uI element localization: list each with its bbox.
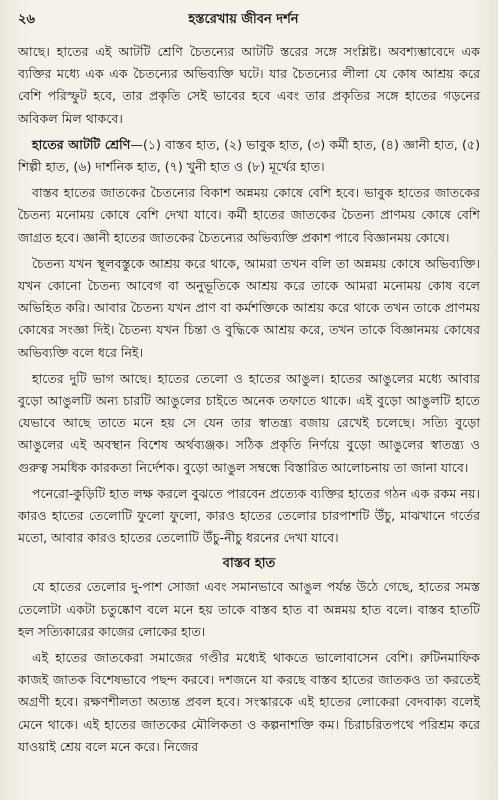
page-header [18, 10, 480, 31]
inline-heading: হাতের আটটি শ্রেণি [32, 136, 131, 152]
paragraph: এই হাতের জাতকেরা সমাজের গণ্ডীর মধ্যেই থাকতে ভালোবাসেন বেশি। রুটিনমাফিক কাজই জাতক বিশেষভাবে পছন্দ করবে। দশজনে যা করছে বাস্তব হাতের জাতকও তা করতেই অগ্রণী হবে। রক্ষণশীলতা অত্যন্ত প্রবল হবে। সংস্কারকে এই হাতের লোকেরা বেদবাক্য বলেই মেনে থাকে। এই হাতের জাতকের মৌলিকতা ও কল্পনাশক্তি কম। চিরাচরিতপথে পরিশ্রম করে যাওয়াই শ্রেয় বলে মনে করে। নিজের [18, 650, 481, 754]
page-number: ২৬ [18, 12, 35, 27]
paragraph: বাস্তব হাতের জাতকের চৈতন্যের বিকাশ অন্নময় কোষে বেশি হবে। ভাবুক হাতের জাতকের চৈতন্য মনোময় কোষে বেশি দেখা যাবে। কর্মী হাতের জাতকের চৈতন্য প্রাণময় কোষে বেশি জাগ্রত হবে। জ্ঞানী হাতের জাতকের চৈতন্যের অভিব্যক্তি প্রকাশ পাবে বিজ্ঞানময় কোষে। [18, 185, 480, 245]
classes-list: —(১) বাস্তব হাত, (২) ভাবুক হাত, (৩) কর্মী হাত, (৪) জ্ঞানী হাত, (৫) শিল্পী হাত, (৬) দার্শনিক হাত, (৭) খুনী হাত ও (৮) মূর্খের হাত। [18, 136, 480, 175]
page-body [18, 41, 480, 758]
running-title: হস্তরেখায় জীবন দর্শন [188, 12, 299, 27]
section-heading: বাস্তব হাত [222, 556, 276, 572]
paragraph: আছে। হাতের এই আটটি শ্রেণি চৈতন্যের আটটি স্তরের সঙ্গে সংশ্লিষ্ট। অবশ্যম্ভাবেদে এক ব্যক্তির মধ্যে এক এক চৈতন্যের অভিব্যক্তি ঘটে। যার চৈতন্যের লীলা যে কোষ আশ্রয় করে বেশি পরিস্ফুট হবে, তার প্রকৃতি সেই ভাবের হবে এবং তার প্রকৃতির সঙ্গে হাতের গড়নের অবিকল মিল থাকবে। [18, 44, 480, 126]
paragraph: যে হাতের তেলোর দু-পাশ সোজা এবং সমানভাবে আঙুল পর্যন্ত উঠে গেছে, হাতের সমস্ত তেলোটা একটা চতুষ্কোণ বলে মনে হয় তাকে বাস্তব হাত বা অন্নময় হাত বলে। বাস্তব হাতটি হল সত্যিকারের কাজের লোকের হাত। [18, 579, 480, 639]
paragraph-classes [18, 134, 480, 178]
paragraph: পনেরো-কুড়িটি হাত লক্ষ করলে বুঝতে পারবেন প্রত্যেক ব্যক্তির হাতের গঠন এক রকম নয়। কারও হাতের তেলোটি ফুলো ফুলো, কারও হাতের তেলোর চারপাশটি উঁচু, মাঝখানে গর্তের মতো, আবার কারও হাতের তেলোটি উঁচু-নীচু ধরনের দেখা যাবে। [18, 485, 480, 546]
paragraph: চৈতন্য যখন স্থূলবস্তুকে আশ্রয় করে থাকে, আমরা তখন বলি তা অন্নময় কোষে অভিব্যক্তি। যখন কোনো চৈতন্য আবেগ বা অনুভূতিকে আশ্রয় করে তাকে আমরা মনোময় কোষ বলে অভিহিত করি। আবার চৈতন্য যখন প্রাণ বা কর্মশক্তিকে আশ্রয় করে থাকে তখন তাকে প্রাণময় কোষের সংজ্ঞা দিই। চৈতন্য যখন চিন্তা ও বুদ্ধিকে আশ্রয় করে, তখন তাকে বিজ্ঞানময় কোষের অভিব্যক্তি বলে ধরে নিই। [18, 255, 480, 360]
paragraph: হাতের দুটি ভাগ আছে। হাতের তেলো ও হাতের আঙুল। হাতের আঙুলের মধ্যে আবার বুড়ো আঙুলটি অন্য চারটি আঙুলের চাইতে অনেক তফাতে থাকে। এই বুড়ো আঙুলটি হাতে যেভাবে আছে তাতে মনে হয় সে যেন তার স্বাতন্ত্র্য বজায় রেখেই চলেছে। সত্যি বুড়ো আঙুলের এই অবস্থান বিশেষ অর্থব্যঞ্জক। সঠিক প্রকৃতি নির্ণয়ে বুড়ো আঙুলের স্বাতন্ত্র্য ও গুরুত্ব সমধিক কারকতা নির্দেশক। বুড়ো আঙুল সম্বন্ধে বিস্তারিত আলোচনায় তা জানা যাবে। [18, 370, 480, 475]
